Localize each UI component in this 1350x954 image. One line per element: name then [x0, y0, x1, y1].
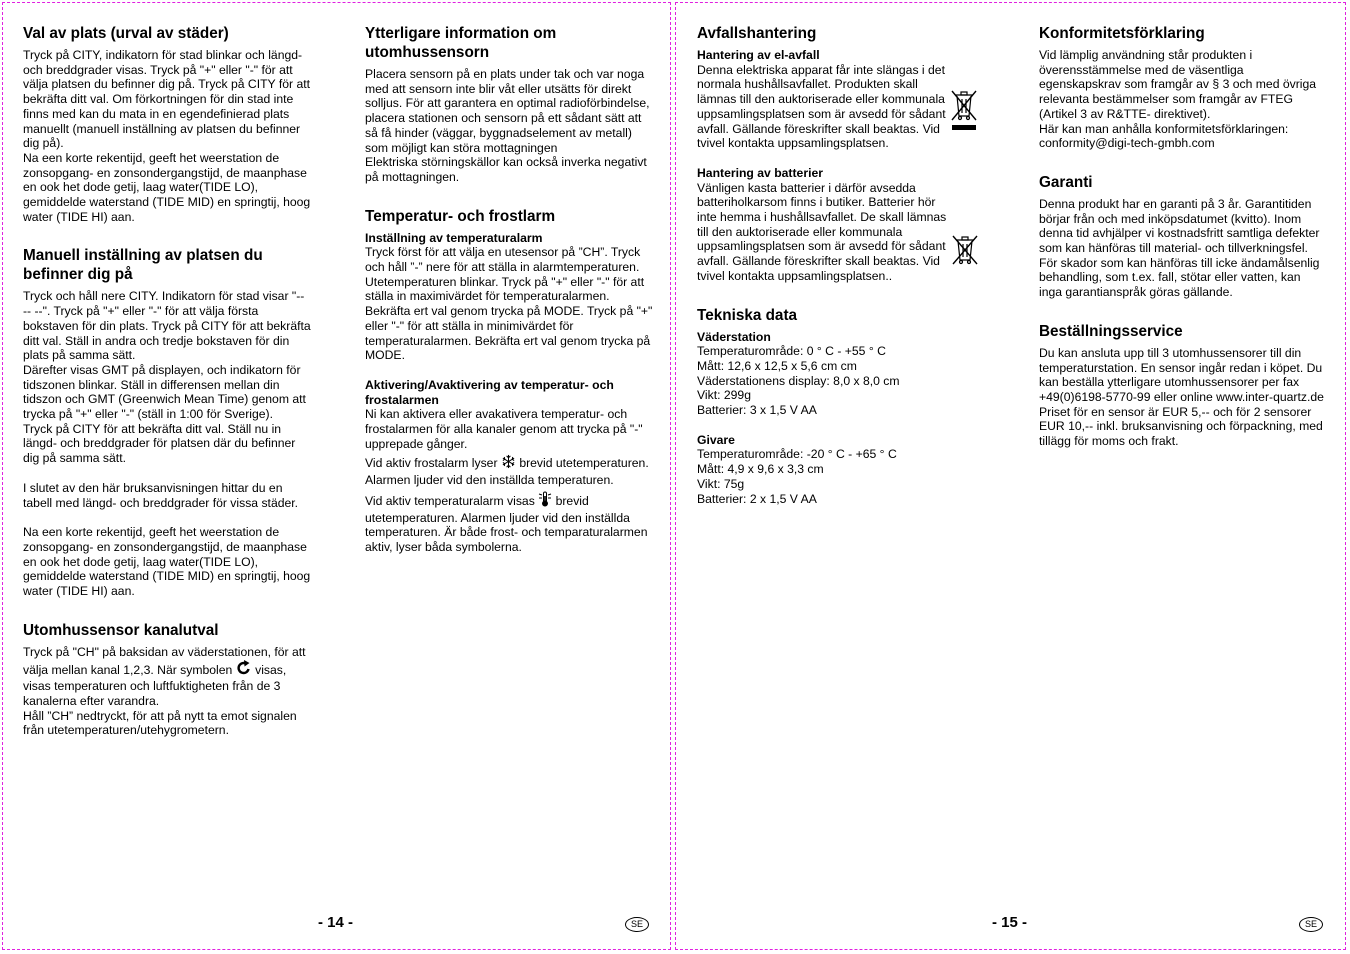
section-title: Garanti	[1039, 173, 1093, 191]
paragraph: Tryck på CITY, indikatorn för stad blinkar och längd- och breddgrader visas. Tryck på "+" eller "-" för att välja platsen du befinner dig på. Tryck på CITY för att bekräfta ditt val. Om förkortningen för din stad inte finns med kan du mata in en egendefinierad plats manuellt (manuell inställning av platsen du befinner dig på).	[23, 48, 311, 151]
subsection-title: Inställning av temperaturalarm	[365, 230, 543, 245]
page-number: - 15 -	[992, 914, 1028, 931]
section-order-service	[1039, 322, 1324, 449]
paragraph: Du kan ansluta upp till 3 utomhussensorer till din temperaturstation. En sensor ingår redan i köpet. Du kan beställa ytterligare utomhussensorer per fax +49(0)6198-5770-99 eller online www.inter-quartz.de	[1039, 345, 1324, 404]
paragraph: Elektriska störningskällor kan också inverka negativt på mottagningen.	[365, 155, 647, 184]
spec-line: Temperaturområde: -20 ° C - +65 ° C	[697, 447, 897, 462]
paragraph: Ni kan aktivera eller avakativera temperatur- och frostalarmen för alla kanaler genom att trycka på "-" upprepade gånger.	[365, 407, 643, 451]
subsection-title: Aktivering/Avaktivering av temperatur- och frostalarmen	[365, 377, 614, 407]
paragraph: Vänligen kasta batterier i därför avsedda batteriholkarsom finns i butiker. Batterier hör inte hemma i hushållsavfallet. De skall lämnas till den auktoriserade eller kommunala uppsamlingsplatsen som är avsedd för sådant avfall. Gällande föreskrifter skall beaktas. Vid tvivel kontakta uppsamlingsplatsen..	[697, 180, 947, 283]
paragraph-text: Tryck på "CH" på baksidan av väderstationen, för att välja mellan kanal 1,2,3. När symbolen	[23, 644, 306, 677]
section-manual-location	[23, 246, 311, 598]
paragraph: Här kan man anhålla konformitetsförklaringen: conformity@digi-tech-gmbh.com	[1039, 121, 1289, 151]
language-badge: SE	[625, 917, 649, 932]
paragraph-text: brevid utetemperaturen. Alarmen ljuder vid den inställda temperaturen. Är både frost- och temparaturalarmen aktiv, lyser båda symbolerna.	[365, 493, 648, 554]
snowflake-icon	[501, 454, 516, 473]
section-waste	[697, 24, 947, 284]
paragraph-text: Vid aktiv frostalarm lyser	[365, 456, 498, 471]
paragraph	[365, 491, 653, 555]
spec-line: Vikt: 75g	[697, 476, 745, 491]
spec-line: Mått: 4,9 x 9,6 x 3,3 cm	[697, 462, 824, 477]
paragraph: Placera sensorn på en plats under tak och var noga med att sensorn inte blir våt eller utsätts för direkt solljus. För att garantera en optimal radioförbindelse, placera stationen och sensorn på ett sådant sätt att så få hinder (väggar, byggnadselement av metall) som möjligt kan störa mottagningen	[365, 67, 650, 155]
paragraph-text: Vid aktiv temperaturalarm visas	[365, 493, 535, 508]
left-column-1	[23, 24, 311, 760]
paragraph: Håll ”CH” nedtryckt, för att på nytt ta emot signalen från utetemperaturen/utehygrometern.	[23, 708, 297, 738]
page-number: - 14 -	[318, 914, 354, 931]
paragraph: Denna elektriska apparat får inte slängas i det normala hushållsavfallet. Produkten skall lämnas till den auktoriserade eller kommunala uppsamlingsplatsen som är avsedd för sådant avfall. Gällande föreskrifter skall beaktas. Vid tvivel kontakta uppsamlingsplatsen.	[697, 62, 946, 151]
subsection-title: Hantering av el-avfall	[697, 48, 820, 62]
language-badge: SE	[1299, 917, 1323, 932]
crossed-bin-icon	[949, 88, 979, 137]
subsection-title: Givare	[697, 432, 735, 447]
left-column-2	[365, 24, 653, 577]
subsection-title: Hantering av batterier	[697, 165, 823, 180]
spec-line: Batterier: 3 x 1,5 V AA	[697, 403, 817, 418]
paragraph: Na een korte rekentijd, geeft het weerstation de zonsopgang- en zonsondergangstijd, de maanphase en ook het dode getij, laag water(TIDE LO), gemiddelde waterstand (TIDE MID) en springtij, hoog water (TIDE HI) aan.	[23, 150, 311, 224]
spec-line: Batterier: 2 x 1,5 V AA	[697, 491, 817, 506]
paragraph	[23, 645, 311, 709]
paragraph: I slutet av den här bruksanvisningen hittar du en tabell med längd- och breddgrader för vissa städer.	[23, 480, 299, 510]
spec-line: Väderstationens display: 8,0 x 8,0 cm	[697, 373, 900, 388]
section-title: Konformitetsförklaring	[1039, 25, 1205, 42]
paragraph: Vid lämplig användning står produkten i överensstämmelse med de väsentliga egenskapskrav som framgår av § 3 och med övriga relevanta bestämmelser som framgår av FTEG (Artikel 3 av R&TTE- direktivet).	[1039, 48, 1317, 121]
paragraph: Tryck först för att välja en utesensor på ”CH”. Tryck och håll ”-” nere för att ställa in alarmtemperaturen. Utetemperaturen blinkar. Tryck på "+" eller "-" för att ställa in maximivärdet för temperaturalarmen. Bekräfta ert val genom trycka på MODE. Tryck på "+" eller "-" för att ställa in minimivärdet för temperaturalarmen. Bekräfta ert val genom trycka på MODE.	[365, 245, 653, 363]
section-title: Tekniska data	[697, 306, 798, 324]
section-sensor-channel	[23, 621, 311, 738]
section-location-select	[23, 24, 311, 224]
section-technical-data	[697, 306, 947, 507]
paragraph: Na een korte rekentijd, geeft het weerstation de zonsopgang- en zonsondergangstijd, de maanphase en ook het dode getij, laag water(TIDE LO), gemiddelde waterstand (TIDE MID) en springtij, hoog water (TIDE HI) aan.	[23, 525, 311, 599]
thermometer-alarm-icon	[538, 491, 552, 511]
section-title: Manuell inställning av platsen du befinner dig på	[23, 247, 263, 284]
crossed-bin-battery-icon	[950, 234, 980, 271]
spec-line: Temperaturområde: 0 ° C - +55 ° C	[697, 344, 886, 359]
section-title: Avfallshantering	[697, 25, 817, 42]
right-column-1	[697, 24, 947, 528]
cycle-arrow-icon	[236, 660, 252, 680]
paragraph	[365, 454, 653, 487]
paragraph: Därefter visas GMT på displayen, och indikatorn för tidszonen blinkar. Ställ in differensen mellan din tidszon och GMT (Greenwich Mean Time) genom att trycka på "+" eller "-" (ställ in 1:00 för Sverige).	[23, 362, 306, 422]
paragraph: Tryck och håll nere CITY. Indikatorn för stad visar "-- -- --". Tryck på "+" eller "-" för att välja första bokstaven för din plats. Tryck på CITY för att bekräfta ditt val. Ställ in andra och tredje bokstaven för din plats på samma sätt.	[23, 289, 311, 363]
paragraph-text: brevid utetemperaturen. Alarmen ljuder vid den inställda temperaturen.	[365, 456, 649, 488]
section-title: Temperatur- och frostlarm	[365, 207, 556, 225]
paragraph: Tryck på CITY för att bekräfta ditt val. Ställ nu in längd- och breddgrader för platsen där du befinner dig på samma sätt.	[23, 421, 296, 466]
spec-line: Mått: 12,6 x 12,5 x 5,6 cm cm	[697, 358, 857, 373]
paragraph-text: visas, visas temperaturen och luftfuktigheten från de 3 kanalerna efter varandra.	[23, 662, 287, 708]
section-title: Utomhussensor kanalutval	[23, 621, 219, 639]
section-sensor-info	[365, 24, 653, 185]
right-column-2	[1039, 24, 1324, 471]
section-warranty	[1039, 173, 1324, 300]
section-conformity	[1039, 24, 1324, 151]
paragraph: Denna produkt har en garanti på 3 år. Garantitiden börjar från och med inköpsdatumet (kvitto). Inom denna tid avhjälper vi kostnadsfritt samtliga defekter som kan hänföras till material- och tillverkningsfel. För skador som kan hänföras till icke ändamålsenlig behandling, som t.ex. fall, stötar eller vatten, kan inga garantianspråk göras gällande.	[1039, 196, 1320, 300]
section-title: Val av plats (urval av städer)	[23, 25, 229, 42]
section-title: Ytterligare information om utomhussensorn	[365, 25, 557, 61]
subsection-title: Väderstation	[697, 329, 771, 344]
section-temperature-alarm	[365, 207, 653, 555]
section-title: Beställningsservice	[1039, 322, 1183, 340]
paragraph: Priset för en sensor är EUR 5,-- och för 2 sensorer EUR 10,-- inkl. bruksanvisning och förpackning, med tillägg för moms och frakt.	[1039, 404, 1323, 449]
spec-line: Vikt: 299g	[697, 388, 751, 403]
